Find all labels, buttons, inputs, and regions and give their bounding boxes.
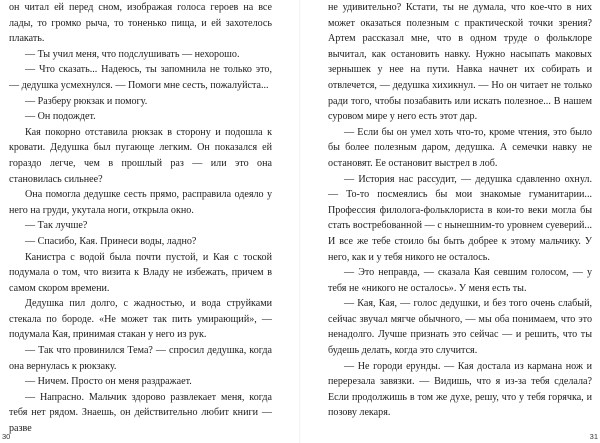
paragraph: Кая покорно отставила рюкзак в сторону и подошла к кровати. Дедушка был пугающе легким. Он показался ей гораздо легче, чем в прошлый раз — или это она становилась сильнее? [9,126,272,185]
paragraph: Дедушка пил долго, с жадностью, и вода струйками стекала по бороде. «Не может так пить умирающий», — подумала Кая, принимая стакан у него из рук. [9,298,272,341]
left-page-text [9,0,272,437]
paragraph: — Так лучше? [25,220,88,232]
paragraph: — Он подождет. [25,111,96,123]
paragraph: Канистра с водой была почти пустой, и Кая с тоской подумала о том, что визита к Владу не избежать, причем в самом скором времени. [9,251,272,294]
paragraph: — Что сказать... Надеюсь, ты запомнила не только это, — дедушка усмехнулся. — Помоги мне сесть, пожалуйста... [9,64,272,91]
paragraph: — Это неправда, — сказала Кая севшим голосом, — у тебя не «никого не осталось». У меня есть ты. [328,267,592,294]
page-number-left: 30 [2,432,11,441]
paragraph: — История нас рассудит, — дедушка сдавленно охнул. — То-то посмеялись бы мои знакомые гуманитарии... Профессия филолога-фольклориста в кои-то веки могла бы стать востребованной — с нынешним-то уровнем суеверий... И все же тебе стоило бы быть добрее к этому мальчику. У него, как и у тебя никого не осталось. [328,173,592,263]
paragraph: не удивительно? Кстати, ты не думала, что кое-что в них может оказаться полезным с практической точки зрения? Артем рассказал мне, что в одном труде о фольклоре вычитал, как остановить навку. Нужно насыпать маковых зернышек у нее на пути. Навка начнет их собирать и отвлечется, — дедушка хихикнул. — Но он читает не только ради того, чтобы позабавить или искать полезное... В нашем суровом мире у него есть этот дар. [328,2,592,123]
right-page [300,0,600,443]
paragraph: — Разберу рюкзак и помогу. [25,95,148,107]
paragraph: Она помогла дедушке сесть прямо, расправила одеяло у него на груди, укутала ноги, открыла окно. [9,189,272,216]
right-page-text [328,0,592,421]
paragraph: — Так что провинился Тема? — спросил дедушка, когда она вернулась к рюкзаку. [9,345,272,372]
paragraph: — Кая, Кая, — голос дедушки, и без того очень слабый, сейчас звучал мягче обычного, — мы оба понимаем, что это ненадолго. Лучше признать это сейчас — и решить, что ты будешь делать, когда это случится. [328,298,592,357]
paragraph: — Ты учил меня, что подслушивать — нехорошо. [25,48,240,60]
paragraph: — Напрасно. Мальчик здорово развлекает меня, когда тебя нет рядом. Знаешь, он действительно любит книги — разве [9,391,272,435]
page-number-right: 31 [589,432,598,441]
paragraph: — Не городи ерунды. — Кая достала из кармана нож и перерезала завязки. — Видишь, что я из-за тебя сделала? Если продолжишь в том же духе, решу, что у тебя горячка, и позову лекаря. [328,360,592,419]
paragraph: — Если бы он умел хоть что-то, кроме чтения, это было бы более полезным даром, дедушка. А семечки навку не остановят. Ее остановит выстрел в лоб. [328,126,592,169]
paragraph: — Ничем. Просто он меня раздражает. [25,376,192,388]
paragraph: он читал ей перед сном, изображая голоса героев на все лады, то громко рыча, то тоненько пища, и ей захотелось плакать. [9,2,272,45]
paragraph: — Спасибо, Кая. Принеси воды, ладно? [25,235,197,247]
